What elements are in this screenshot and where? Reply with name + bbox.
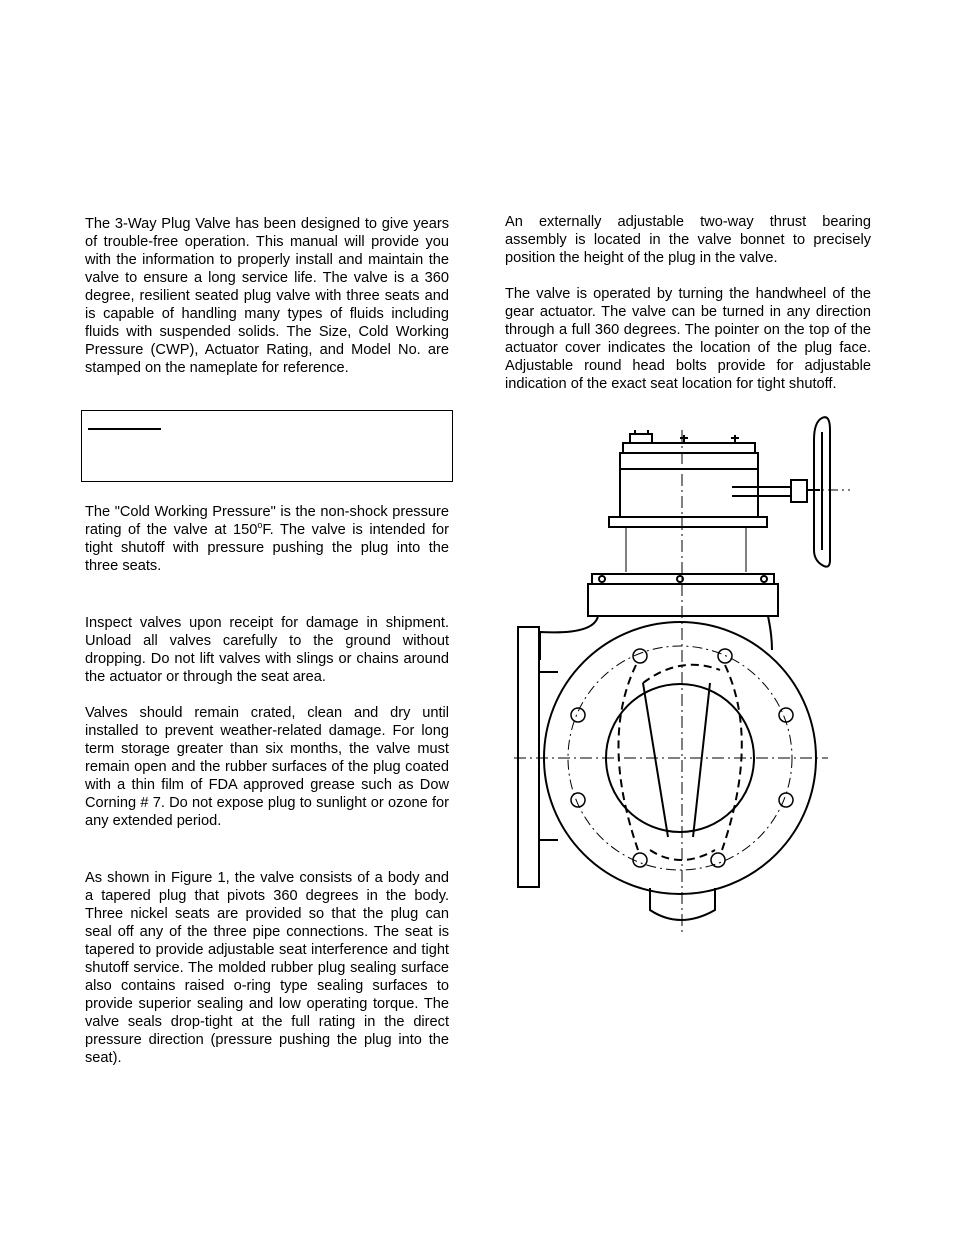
cwp-text-b: F. The valve is intended for tight shutoff with pressure pushing the plug into the three seats. — [85, 522, 449, 574]
description-paragraph: As shown in Figure 1, the valve consists of a body and a tapered plug that pivots 360 degrees in the body. Three nickel seats are provided so that the plug can seal off any of the three pipe connections. The seat is tapered to provide adjustable seat interference and tight shutoff service. The molded rubber plug sealing surface also contains raised o-ring type sealing surfaces to provide superior sealing and low operating torque. The valve seals drop-tight at the full rating in the direct pressure direction (pressure pushing the plug into the seat). — [85, 870, 449, 1066]
left-column-lower — [85, 503, 449, 593]
storage-paragraph: Valves should remain crated, clean and dry until installed to prevent weather-related damage. For long term storage greater than six months, the valve must remain open and the rubber surfaces of the plug coated with a thin film of FDA approved grease such as Dow Corning # 7. Do not expose plug to sunlight or ozone for any extended period. — [85, 705, 449, 829]
valve-figure — [510, 410, 850, 935]
inspection-paragraph: Inspect valves upon receipt for damage in shipment. Unload all valves carefully to the ground without dropping. Do not lift valves with slings or chains around the actuator or through the seat area. — [85, 615, 449, 685]
left-column — [85, 215, 449, 395]
degree-sup: o — [257, 520, 263, 531]
valve-body — [518, 616, 816, 920]
intro-paragraph: The 3-Way Plug Valve has been designed to give years of trouble-free operation. This manual will provide you with the information to properly install and maintain the valve to ensure a long service life. The valve is a 360 degree, resilient seated plug valve with three seats and is capable of handling many types of fluids including fluids with suspended solids. The Size, Cold Working Pressure (CWP), Actuator Rating, and Model No. are stamped on the nameplate for reference. — [85, 216, 449, 376]
operation-paragraph: The valve is operated by turning the handwheel of the gear actuator. The valve can be turned in any direction through a full 360 degrees. The pointer on the top of the actuator cover indicates the location of the plug face. Adjustable round head bolts provide for adjustable indication of the exact seat location for tight shutoff. — [505, 286, 871, 392]
handwheel — [732, 417, 850, 566]
cwp-paragraph — [85, 503, 449, 575]
receiving-section — [85, 614, 449, 848]
right-column — [505, 213, 871, 411]
thrust-bearing-paragraph: An externally adjustable two-way thrust bearing assembly is located in the valve bonnet to precisely position the height of the plug in the valve. — [505, 214, 871, 266]
cwp-text-a: The "Cold Working Pressure" is the non-shock pressure rating of the valve at 150 — [85, 504, 449, 538]
description-section — [85, 869, 449, 1085]
bonnet — [588, 574, 778, 616]
note-box — [81, 410, 453, 482]
actuator-top — [609, 430, 767, 572]
note-heading-underline — [88, 428, 161, 430]
